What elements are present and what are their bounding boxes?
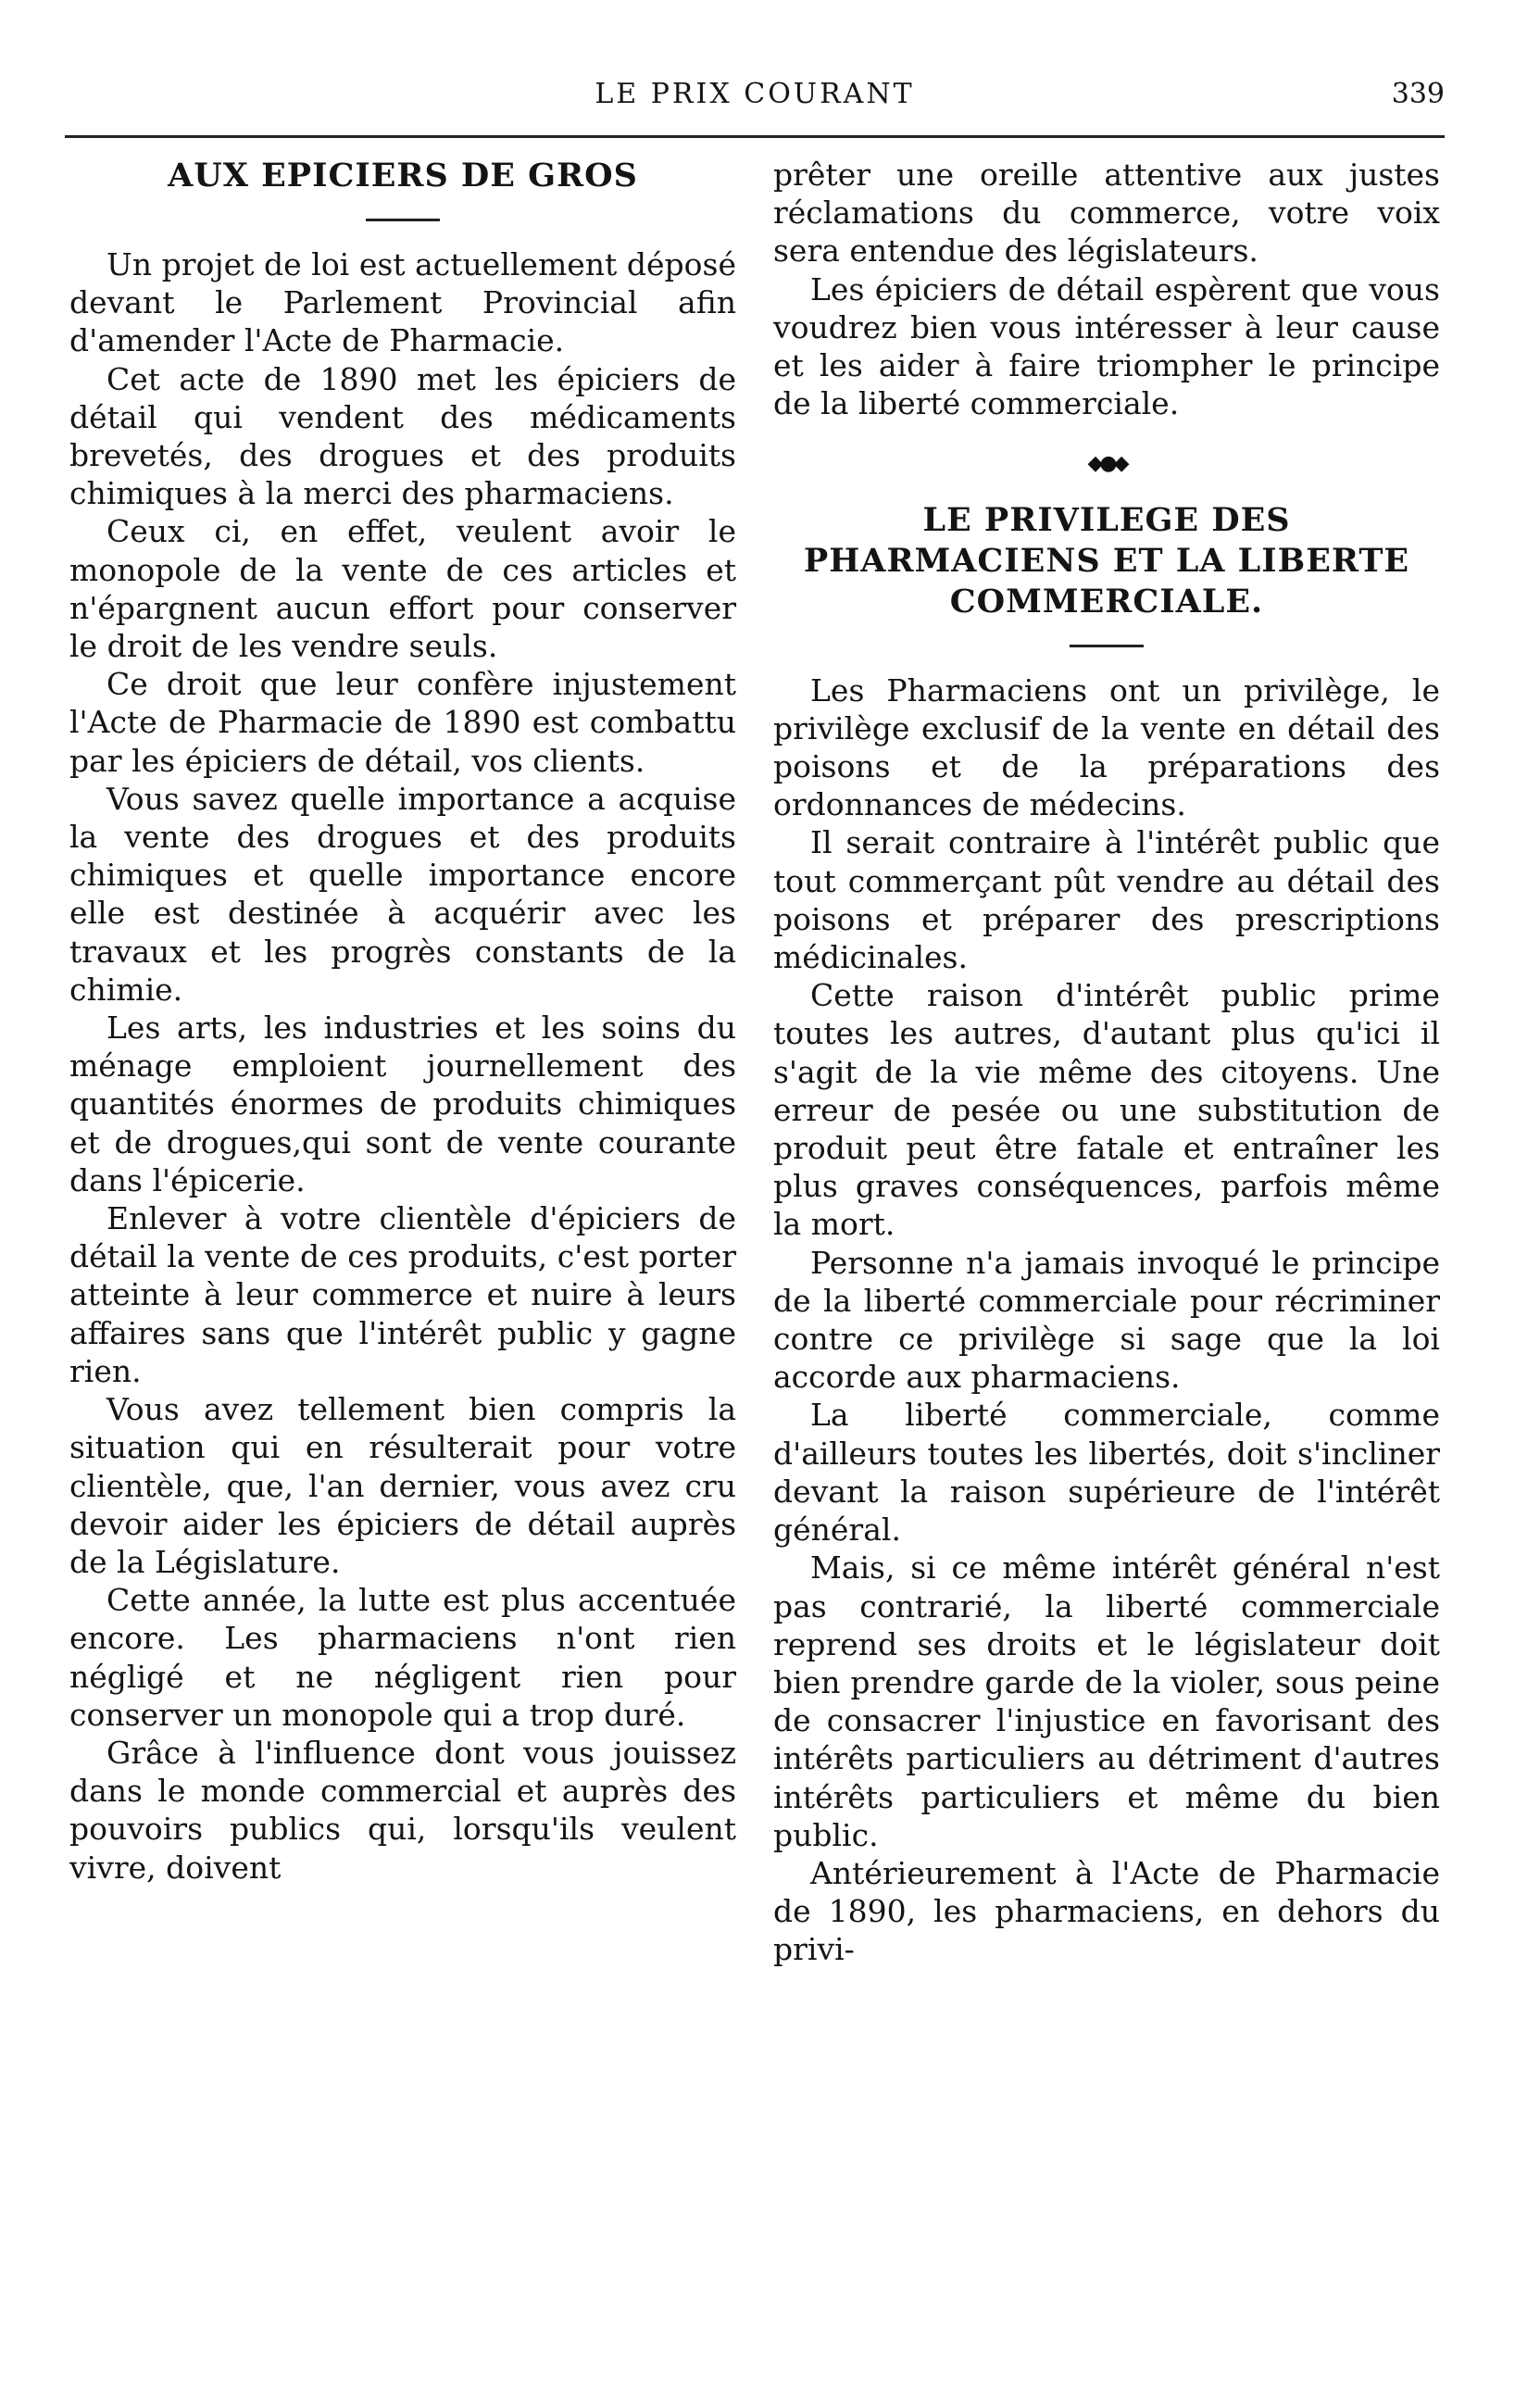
- section-ornament: ◆●◆: [1087, 452, 1126, 476]
- paragraph: Cette année, la lutte est plus accentuée encore. Les pharmaciens n'ont rien négligé et ne négligent rien pour conserver un monopole qui a trop duré.: [69, 1582, 736, 1733]
- paragraph-continued: prêter une oreille attentive aux justes réclamations du commerce, votre voix sera entendue des législateurs.: [773, 157, 1440, 270]
- paragraph: La liberté commerciale, comme d'ailleurs toutes les libertés, doit s'incliner devant la raison supérieure de l'intérêt général.: [773, 1397, 1440, 1549]
- paragraph: Un projet de loi est actuellement déposé devant le Parlement Provincial afin d'amender l'Acte de Pharmacie.: [69, 246, 736, 359]
- running-title: LE PRIX COURANT: [595, 78, 915, 110]
- article-title-privilege: LE PRIVILEGE DES PHARMACIENS ET LA LIBERTE COMMERCIALE.: [803, 500, 1410, 621]
- paragraph: Il serait contraire à l'intérêt public que tout commerçant pût vendre au détail des poisons et préparer des prescriptions médicinales.: [773, 824, 1440, 976]
- paragraph: Antérieurement à l'Acte de Pharmacie de 1890, les pharmaciens, en dehors du privi-: [773, 1854, 1440, 1968]
- paragraph: Mais, si ce même intérêt général n'est pas contrarié, la liberté commerciale reprend ses droits et le législateur doit bien prendre garde de la violer, sous peine de consacrer l'injustice en favorisant des intérêts particuliers au détriment d'autres intérêts particuliers et même du bien public.: [773, 1549, 1440, 1853]
- paragraph: Vous avez tellement bien compris la situation qui en résulterait pour votre clientèle, que, l'an dernier, vous avez cru devoir aider les épiciers de détail auprès de la Législature.: [69, 1391, 736, 1580]
- left-column: [69, 156, 736, 1887]
- paragraph: Grâce à l'influence dont vous jouissez dans le monde commercial et auprès des pouvoirs publics qui, lorsqu'ils veulent vivre, doivent: [69, 1734, 736, 1886]
- paragraph: Les arts, les industries et les soins du ménage emploient journellement des quantités énormes de produits chimiques et de drogues,qui sont de vente courante dans l'épicerie.: [69, 1010, 736, 1198]
- title-rule: [1070, 645, 1144, 647]
- running-head: [65, 78, 1445, 115]
- paragraph: Ceux ci, en effet, veulent avoir le monopole de la vente de ces articles et n'épargnent aucun effort pour conserver le droit de les vendre seuls.: [69, 513, 736, 665]
- paragraph: Enlever à votre clientèle d'épiciers de détail la vente de ces produits, c'est porter atteinte à leur commerce et nuire à leurs affaires sans que l'intérêt public y gagne rien.: [69, 1200, 736, 1389]
- paragraph: Les Pharmaciens ont un privilège, le privilège exclusif de la vente en détail des poisons et de la préparations des ordonnances de médecins.: [773, 671, 1440, 823]
- page-number: 339: [1391, 78, 1445, 110]
- paragraph: Personne n'a jamais invoqué le principe de la liberté commerciale pour récriminer contre ce privilège si sage que la loi accorde aux pharmaciens.: [773, 1244, 1440, 1396]
- paragraph: Vous savez quelle importance a acquise la vente des drogues et des produits chimiques et quelle importance encore elle est destinée à acquérir avec les travaux et les progrès constants de la chimie.: [69, 780, 736, 1008]
- article-title-epiciers: AUX EPICIERS DE GROS: [168, 157, 638, 194]
- paragraph: Cette raison d'intérêt public prime toutes les autres, d'autant plus qu'ici il s'agit de la vie même des citoyens. Une erreur de pesée ou une substitution de produit peut être fatale et entraîner les plus graves conséquences, parfois même la mort.: [773, 977, 1440, 1243]
- title-rule: [366, 219, 440, 221]
- paragraph: Cet acte de 1890 met les épiciers de détail qui vendent des médicaments brevetés, des drogues et des produits chimiques à la merci des pharmaciens.: [69, 360, 736, 512]
- header-rule: [65, 135, 1445, 138]
- paragraph: Ce droit que leur confère injustement l'Acte de Pharmacie de 1890 est combattu par les épiciers de détail, vos clients.: [69, 666, 736, 779]
- right-column: [773, 156, 1440, 1969]
- paragraph: Les épiciers de détail espèrent que vous voudrez bien vous intéresser à leur cause et les aider à faire triompher le principe de la liberté commerciale.: [773, 270, 1440, 422]
